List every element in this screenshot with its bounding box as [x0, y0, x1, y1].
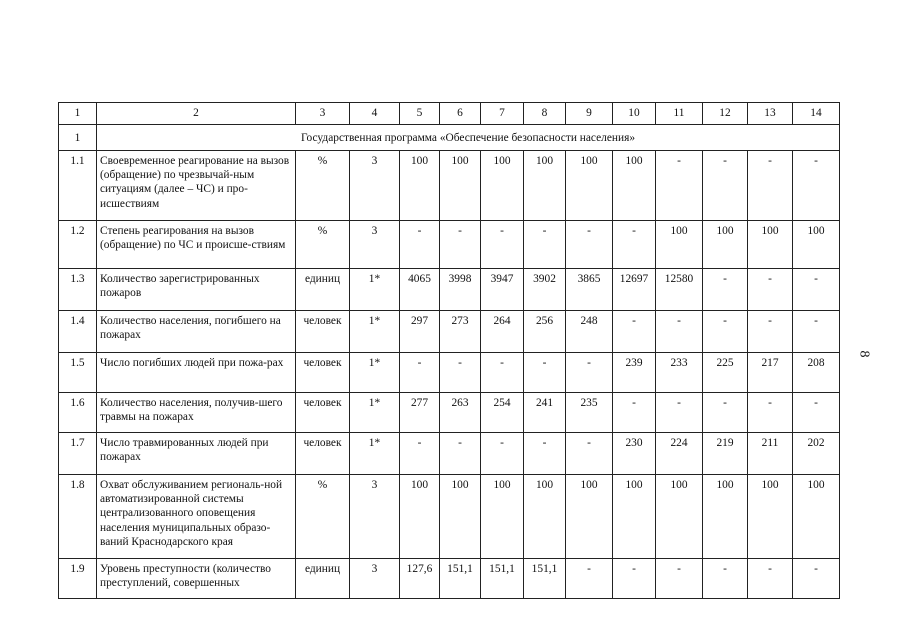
- header-cell: 13: [748, 103, 793, 125]
- row-number: 1.4: [59, 311, 97, 353]
- table-row: [59, 393, 840, 433]
- value-cell: 100: [748, 475, 793, 559]
- value-cell: -: [656, 559, 703, 599]
- header-cell: 1: [59, 103, 97, 125]
- value-cell: -: [748, 269, 793, 311]
- value-cell: 100: [656, 221, 703, 269]
- status-cell: 3: [350, 559, 400, 599]
- value-cell: -: [481, 221, 524, 269]
- value-cell: 297: [400, 311, 440, 353]
- value-cell: 3865: [566, 269, 613, 311]
- header-cell: 4: [350, 103, 400, 125]
- header-cell: 12: [703, 103, 748, 125]
- value-cell: 151,1: [481, 559, 524, 599]
- value-cell: 3947: [481, 269, 524, 311]
- indicator-name: Количество населения, погибшего на пожарах: [97, 311, 296, 353]
- value-cell: 100: [703, 475, 748, 559]
- value-cell: 256: [524, 311, 566, 353]
- value-cell: -: [793, 269, 840, 311]
- value-cell: -: [703, 311, 748, 353]
- header-cell: 6: [440, 103, 481, 125]
- table-row: [59, 151, 840, 221]
- value-cell: 12697: [613, 269, 656, 311]
- value-cell: 264: [481, 311, 524, 353]
- table-body: [59, 103, 840, 599]
- value-cell: -: [524, 353, 566, 393]
- indicator-name: Число погибших людей при пожа-рах: [97, 353, 296, 393]
- header-row: [59, 103, 840, 125]
- value-cell: 100: [748, 221, 793, 269]
- value-cell: 230: [613, 433, 656, 475]
- value-cell: -: [656, 151, 703, 221]
- value-cell: -: [440, 353, 481, 393]
- value-cell: 100: [481, 475, 524, 559]
- value-cell: -: [400, 221, 440, 269]
- header-cell: 5: [400, 103, 440, 125]
- value-cell: -: [566, 433, 613, 475]
- program-number: 1: [59, 125, 97, 151]
- value-cell: -: [748, 311, 793, 353]
- value-cell: 100: [566, 475, 613, 559]
- value-cell: -: [481, 353, 524, 393]
- indicator-name: Уровень преступности (количество преступлений, совершенных: [97, 559, 296, 599]
- indicator-name: Охват обслуживанием региональ-ной автоматизированной системы централизованного оповещения населения муниципальных образо-ваний Краснодарского края: [97, 475, 296, 559]
- value-cell: 248: [566, 311, 613, 353]
- value-cell: 3998: [440, 269, 481, 311]
- unit-cell: человек: [296, 353, 350, 393]
- unit-cell: человек: [296, 311, 350, 353]
- indicator-name: Степень реагирования на вызов (обращение) по ЧС и происше-ствиям: [97, 221, 296, 269]
- row-number: 1.7: [59, 433, 97, 475]
- header-cell: 7: [481, 103, 524, 125]
- value-cell: -: [748, 393, 793, 433]
- status-cell: 3: [350, 475, 400, 559]
- value-cell: -: [481, 433, 524, 475]
- indicator-name: Своевременное реагирование на вызов (обращение) по чрезвычай-ным ситуациям (далее – ЧС) и про-исшествиям: [97, 151, 296, 221]
- value-cell: -: [748, 559, 793, 599]
- value-cell: 100: [566, 151, 613, 221]
- status-cell: 3: [350, 221, 400, 269]
- unit-cell: единиц: [296, 269, 350, 311]
- value-cell: 100: [793, 221, 840, 269]
- value-cell: 12580: [656, 269, 703, 311]
- header-cell: 10: [613, 103, 656, 125]
- header-cell: 9: [566, 103, 613, 125]
- value-cell: -: [566, 221, 613, 269]
- value-cell: 100: [481, 151, 524, 221]
- value-cell: 225: [703, 353, 748, 393]
- unit-cell: человек: [296, 433, 350, 475]
- row-number: 1.3: [59, 269, 97, 311]
- value-cell: 100: [656, 475, 703, 559]
- value-cell: -: [703, 559, 748, 599]
- status-cell: 1*: [350, 433, 400, 475]
- value-cell: 211: [748, 433, 793, 475]
- value-cell: 217: [748, 353, 793, 393]
- header-cell: 3: [296, 103, 350, 125]
- value-cell: 100: [613, 475, 656, 559]
- table-row: [59, 475, 840, 559]
- value-cell: -: [793, 311, 840, 353]
- page-number: 8: [856, 350, 872, 358]
- value-cell: -: [656, 311, 703, 353]
- value-cell: -: [566, 559, 613, 599]
- value-cell: -: [524, 221, 566, 269]
- value-cell: -: [793, 151, 840, 221]
- value-cell: -: [400, 433, 440, 475]
- row-number: 1.1: [59, 151, 97, 221]
- value-cell: -: [613, 559, 656, 599]
- value-cell: -: [613, 221, 656, 269]
- unit-cell: единиц: [296, 559, 350, 599]
- table-row: [59, 221, 840, 269]
- unit-cell: %: [296, 221, 350, 269]
- value-cell: 202: [793, 433, 840, 475]
- indicator-name: Количество зарегистрированных пожаров: [97, 269, 296, 311]
- value-cell: -: [793, 559, 840, 599]
- value-cell: 235: [566, 393, 613, 433]
- value-cell: 219: [703, 433, 748, 475]
- value-cell: -: [703, 151, 748, 221]
- value-cell: -: [613, 311, 656, 353]
- value-cell: 100: [440, 151, 481, 221]
- value-cell: 263: [440, 393, 481, 433]
- status-cell: 1*: [350, 353, 400, 393]
- value-cell: -: [524, 433, 566, 475]
- value-cell: -: [440, 221, 481, 269]
- value-cell: 241: [524, 393, 566, 433]
- value-cell: 127,6: [400, 559, 440, 599]
- indicator-name: Количество населения, получив-шего травмы на пожарах: [97, 393, 296, 433]
- value-cell: -: [400, 353, 440, 393]
- value-cell: 233: [656, 353, 703, 393]
- row-number: 1.2: [59, 221, 97, 269]
- table-row: [59, 311, 840, 353]
- status-cell: 1*: [350, 393, 400, 433]
- header-cell: 2: [97, 103, 296, 125]
- value-cell: 208: [793, 353, 840, 393]
- unit-cell: %: [296, 475, 350, 559]
- value-cell: 224: [656, 433, 703, 475]
- program-title: Государственная программа «Обеспечение безопасности населения»: [97, 125, 840, 151]
- value-cell: -: [793, 393, 840, 433]
- value-cell: 100: [400, 475, 440, 559]
- row-number: 1.5: [59, 353, 97, 393]
- value-cell: -: [566, 353, 613, 393]
- header-cell: 14: [793, 103, 840, 125]
- value-cell: 100: [793, 475, 840, 559]
- value-cell: 151,1: [524, 559, 566, 599]
- value-cell: -: [703, 393, 748, 433]
- value-cell: 277: [400, 393, 440, 433]
- table-row: [59, 433, 840, 475]
- value-cell: 100: [524, 151, 566, 221]
- row-number: 1.8: [59, 475, 97, 559]
- value-cell: 100: [613, 151, 656, 221]
- value-cell: -: [656, 393, 703, 433]
- value-cell: 273: [440, 311, 481, 353]
- indicator-name: Число травмированных людей при пожарах: [97, 433, 296, 475]
- status-cell: 1*: [350, 311, 400, 353]
- indicators-table: [58, 102, 840, 599]
- row-number: 1.9: [59, 559, 97, 599]
- header-cell: 11: [656, 103, 703, 125]
- value-cell: 100: [400, 151, 440, 221]
- value-cell: 239: [613, 353, 656, 393]
- value-cell: -: [748, 151, 793, 221]
- table-row: [59, 353, 840, 393]
- row-number: 1.6: [59, 393, 97, 433]
- value-cell: 100: [440, 475, 481, 559]
- value-cell: 151,1: [440, 559, 481, 599]
- value-cell: 3902: [524, 269, 566, 311]
- value-cell: -: [703, 269, 748, 311]
- value-cell: 4065: [400, 269, 440, 311]
- status-cell: 1*: [350, 269, 400, 311]
- header-cell: 8: [524, 103, 566, 125]
- status-cell: 3: [350, 151, 400, 221]
- program-row: [59, 125, 840, 151]
- value-cell: -: [613, 393, 656, 433]
- value-cell: 100: [703, 221, 748, 269]
- value-cell: -: [440, 433, 481, 475]
- table-row: [59, 559, 840, 599]
- value-cell: 100: [524, 475, 566, 559]
- unit-cell: человек: [296, 393, 350, 433]
- unit-cell: %: [296, 151, 350, 221]
- value-cell: 254: [481, 393, 524, 433]
- table-row: [59, 269, 840, 311]
